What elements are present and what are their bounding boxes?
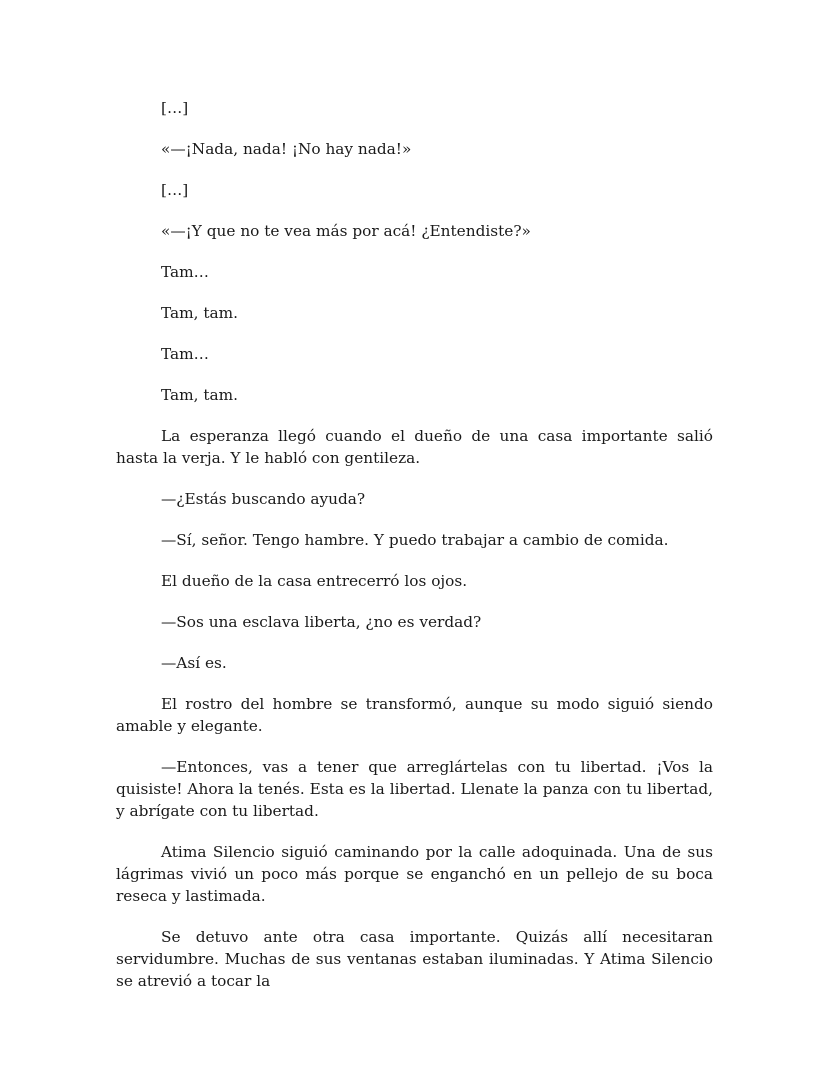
paragraph-otra-casa: Se detuvo ante otra casa importante. Quizás allí necesitaran servidumbre. Muchas de sus ventanas estaban iluminadas. Y Atima Silencio se atrevió a tocar la [116,928,713,990]
paragraph-esperanza: La esperanza llegó cuando el dueño de una casa importante salió hasta la verja. Y le habló con gentileza. [116,427,713,467]
paragraph-quote-entendiste: «—¡Y que no te vea más por acá! ¿Entendiste?» [161,222,531,240]
paragraph-tam-1: Tam… [161,263,209,281]
paragraph-atima-camina: Atima Silencio siguió caminando por la calle adoquinada. Una de sus lágrimas vivió un poco más porque se enganchó en un pellejo de su boca reseca y lastimada. [116,843,713,905]
paragraph-dialogue-ayuda: —¿Estás buscando ayuda? [161,490,366,508]
paragraph-rostro: El rostro del hombre se transformó, aunque su modo siguió siendo amable y elegante. [116,695,713,735]
document-page [116,97,713,992]
paragraph-ellipsis-2: […] [161,181,189,199]
paragraph-tam-tam-2: Tam, tam. [161,386,238,404]
paragraph-ellipsis-1: […] [161,99,189,117]
paragraph-tam-2: Tam… [161,345,209,363]
paragraph-dialogue-hambre: —Sí, señor. Tengo hambre. Y puedo trabajar a cambio de comida. [161,531,669,549]
paragraph-tam-tam-1: Tam, tam. [161,304,238,322]
paragraph-dialogue-libertad: —Entonces, vas a tener que arreglártelas con tu libertad. ¡Vos la quisiste! Ahora la tenés. Esta es la libertad. Llenate la panza con tu libertad, y abrígate con tu libertad. [116,758,713,820]
paragraph-dialogue-liberta: —Sos una esclava liberta, ¿no es verdad? [161,613,482,631]
paragraph-quote-nada: «—¡Nada, nada! ¡No hay nada!» [161,140,412,158]
paragraph-dialogue-asi-es: —Así es. [161,654,227,672]
paragraph-entrecerro: El dueño de la casa entrecerró los ojos. [161,572,468,590]
